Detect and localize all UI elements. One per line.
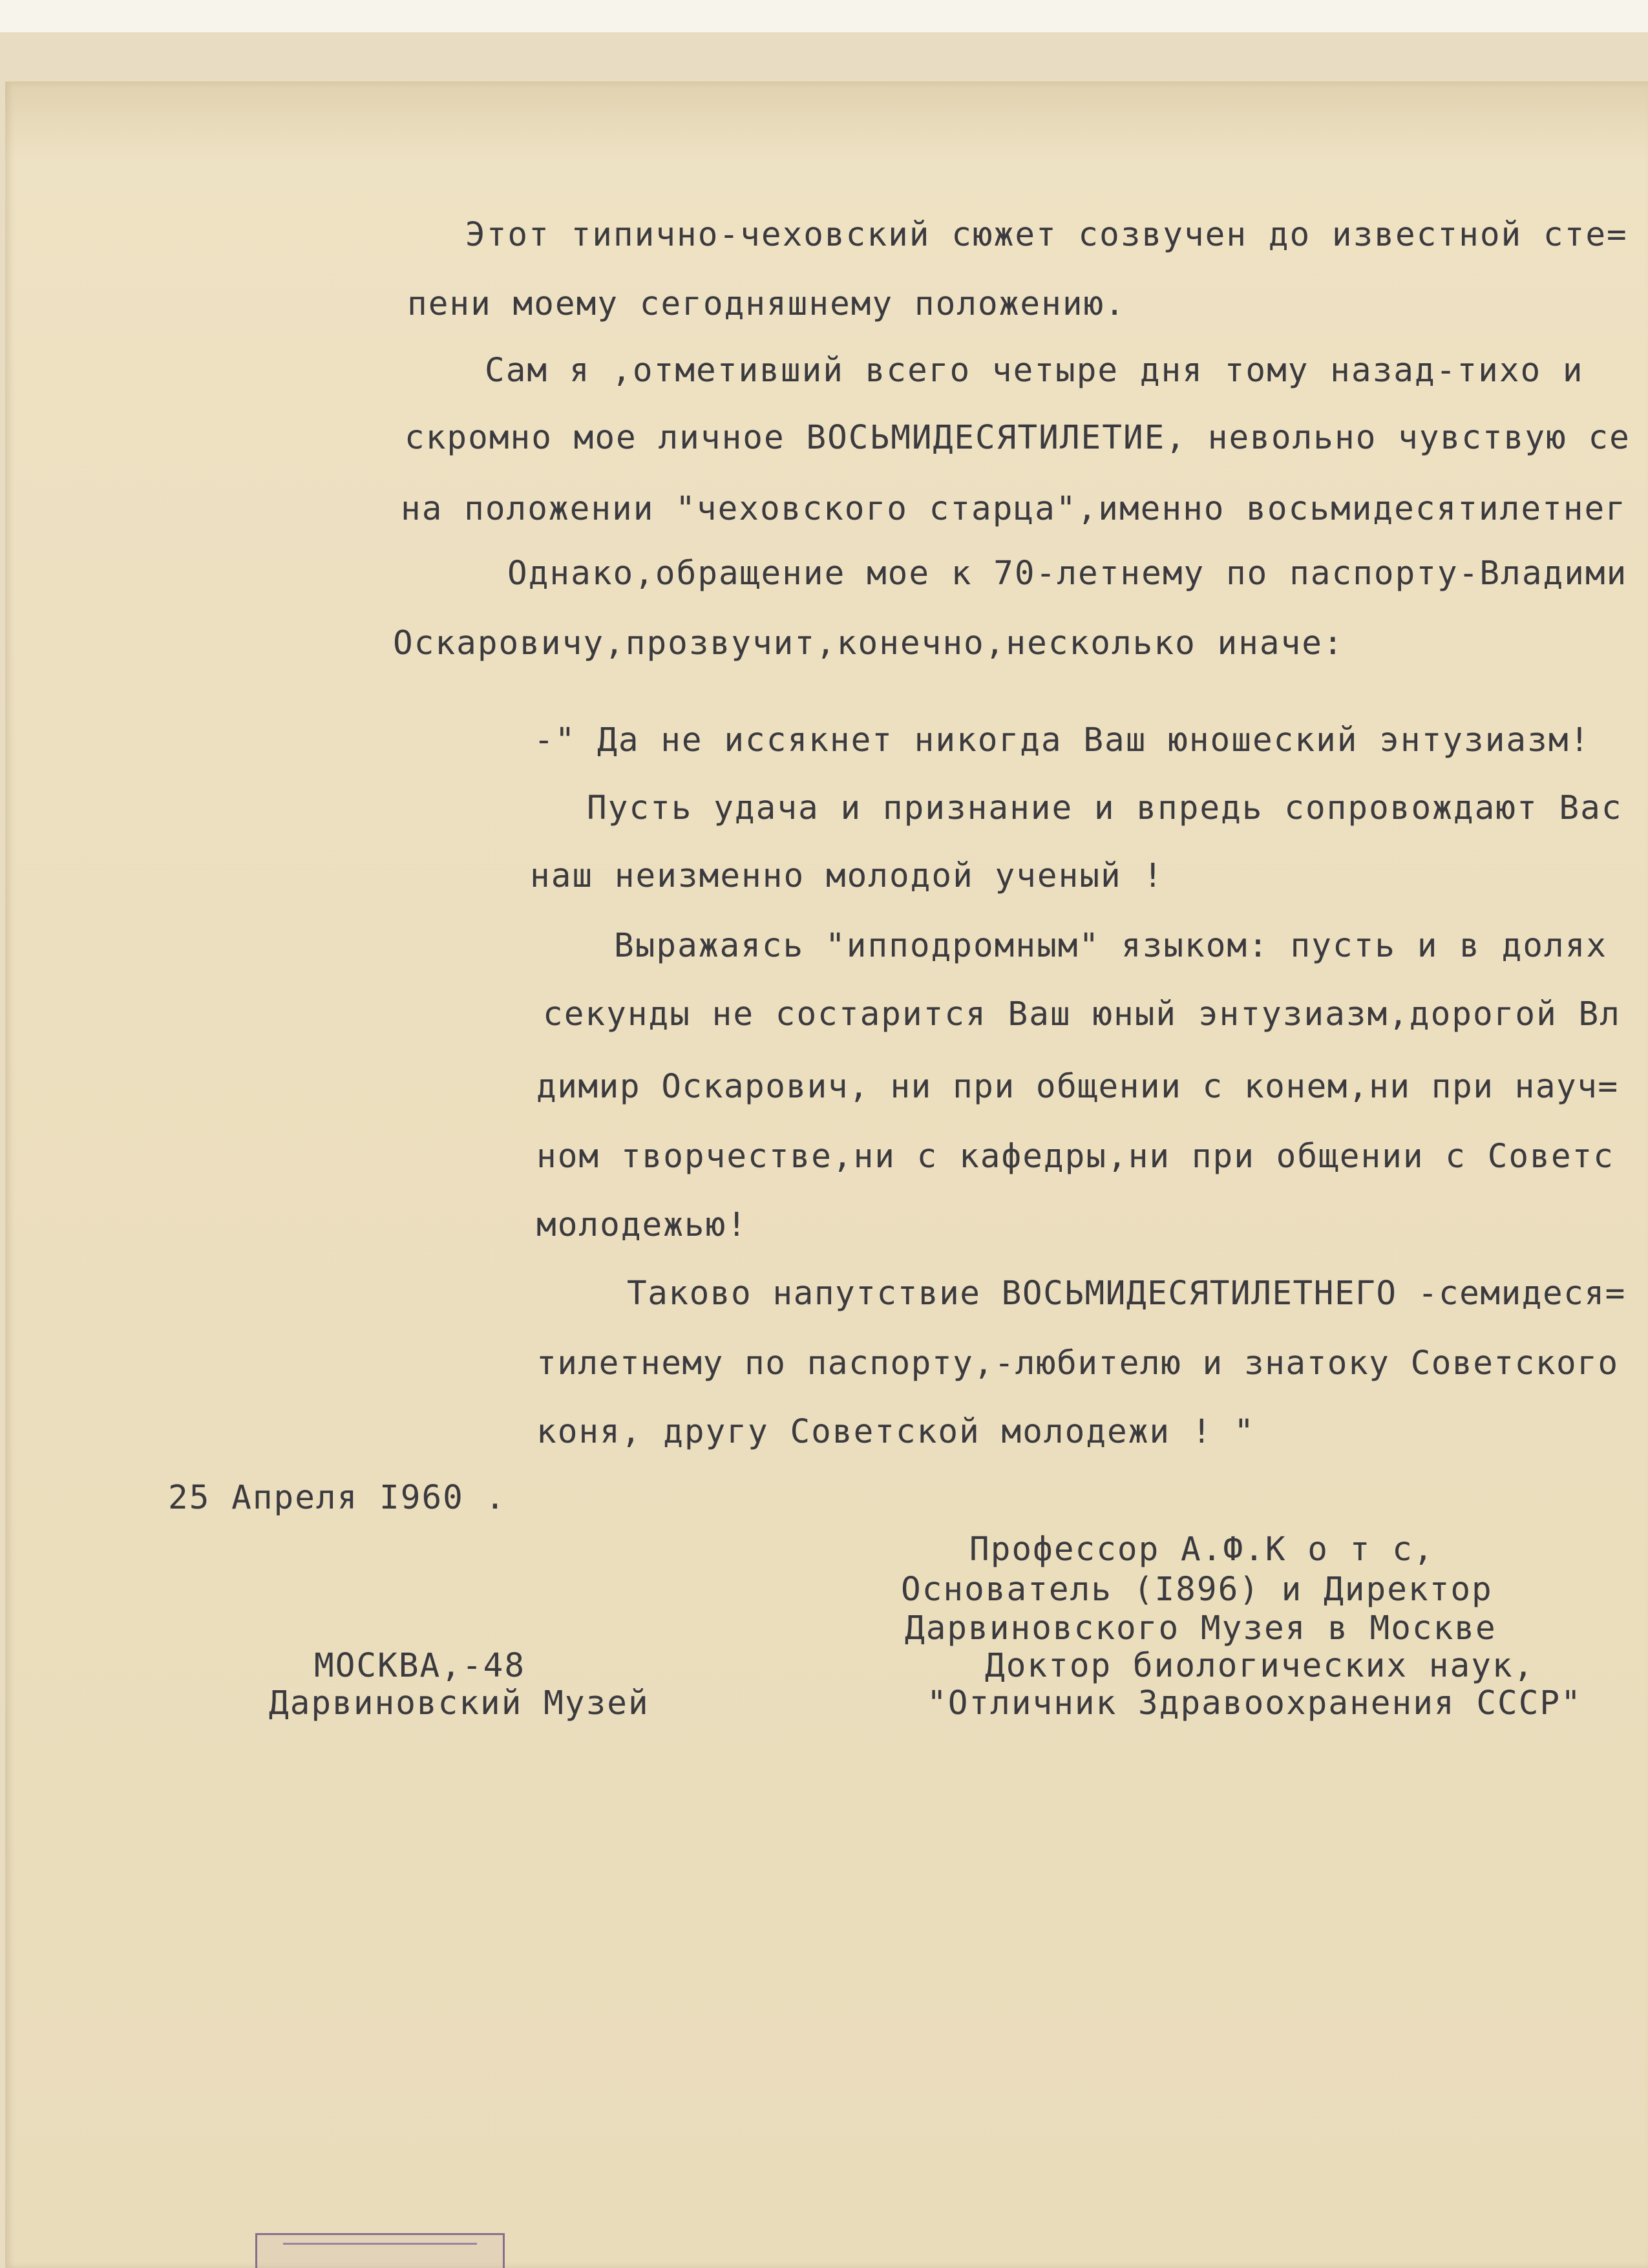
stamp-mark: [255, 2233, 505, 2268]
quote-line: секунды не состарится Ваш юный энтузиазм,дорогой Вл: [543, 995, 1621, 1033]
quote-line: -" Да не иссякнет никогда Ваш юношеский энтузиазм!: [534, 721, 1591, 759]
body-line: скромно мое личное ВОСЬМИДЕСЯТИЛЕТИЕ, невольно чувствую се: [405, 419, 1631, 457]
body-line: Оскаровичу,прозвучит,конечно,несколько иначе:: [393, 624, 1344, 662]
signature-line: "Отличник Здравоохранения СССР": [927, 1684, 1582, 1722]
page-fold-shadow: [5, 83, 1648, 160]
quote-line: ном творчестве,ни с кафедры,ни при общении с Советс: [536, 1138, 1614, 1176]
body-line: Однако,обращение мое к 70-летнему по паспорту-Владими: [507, 555, 1628, 593]
quote-line: тилетнему по паспорту,-любителю и знатоку Советского: [536, 1344, 1619, 1383]
signature-line: Профессор А.Ф.К о т с,: [969, 1531, 1435, 1569]
body-line: Сам я ,отметивший всего четыре дня тому назад-тихо и: [485, 352, 1584, 390]
address-line: Дарвиновский Музей: [269, 1684, 650, 1722]
body-line: Этот типично-чеховский сюжет созвучен до известной сте=: [465, 216, 1628, 254]
quote-line: молодежью!: [536, 1206, 748, 1244]
body-line: на положении "чеховского старца",именно восьмидесятилетнег: [401, 490, 1627, 528]
quote-line: наш неизменно молодой ученый !: [530, 857, 1165, 895]
quote-line: коня, другу Советской молодежи ! ": [536, 1413, 1255, 1451]
body-line: пени моему сегодняшнему положению.: [407, 285, 1126, 323]
signature-line: Дарвиновского Музея в Москве: [905, 1609, 1497, 1648]
letter-date: 25 Апреля I960 .: [168, 1479, 507, 1517]
signature-line: Основатель (I896) и Директор: [901, 1571, 1493, 1609]
stamp-line: [283, 2243, 477, 2245]
signature-line: Доктор биологических наук,: [985, 1647, 1535, 1685]
quote-line: Пусть удача и признание и впредь сопровождают Вас: [587, 789, 1623, 827]
quote-line: димир Оскарович, ни при общении с конем,ни при науч=: [536, 1068, 1619, 1106]
quote-line: Выражаясь "ипподромным" языком: пусть и в долях: [614, 927, 1608, 965]
quote-line: Таково напутствие ВОСЬМИДЕСЯТИЛЕТНЕГО -семидеся=: [627, 1275, 1626, 1313]
document-page: [5, 83, 1648, 2268]
address-line: МОСКВА,-48: [314, 1647, 526, 1685]
